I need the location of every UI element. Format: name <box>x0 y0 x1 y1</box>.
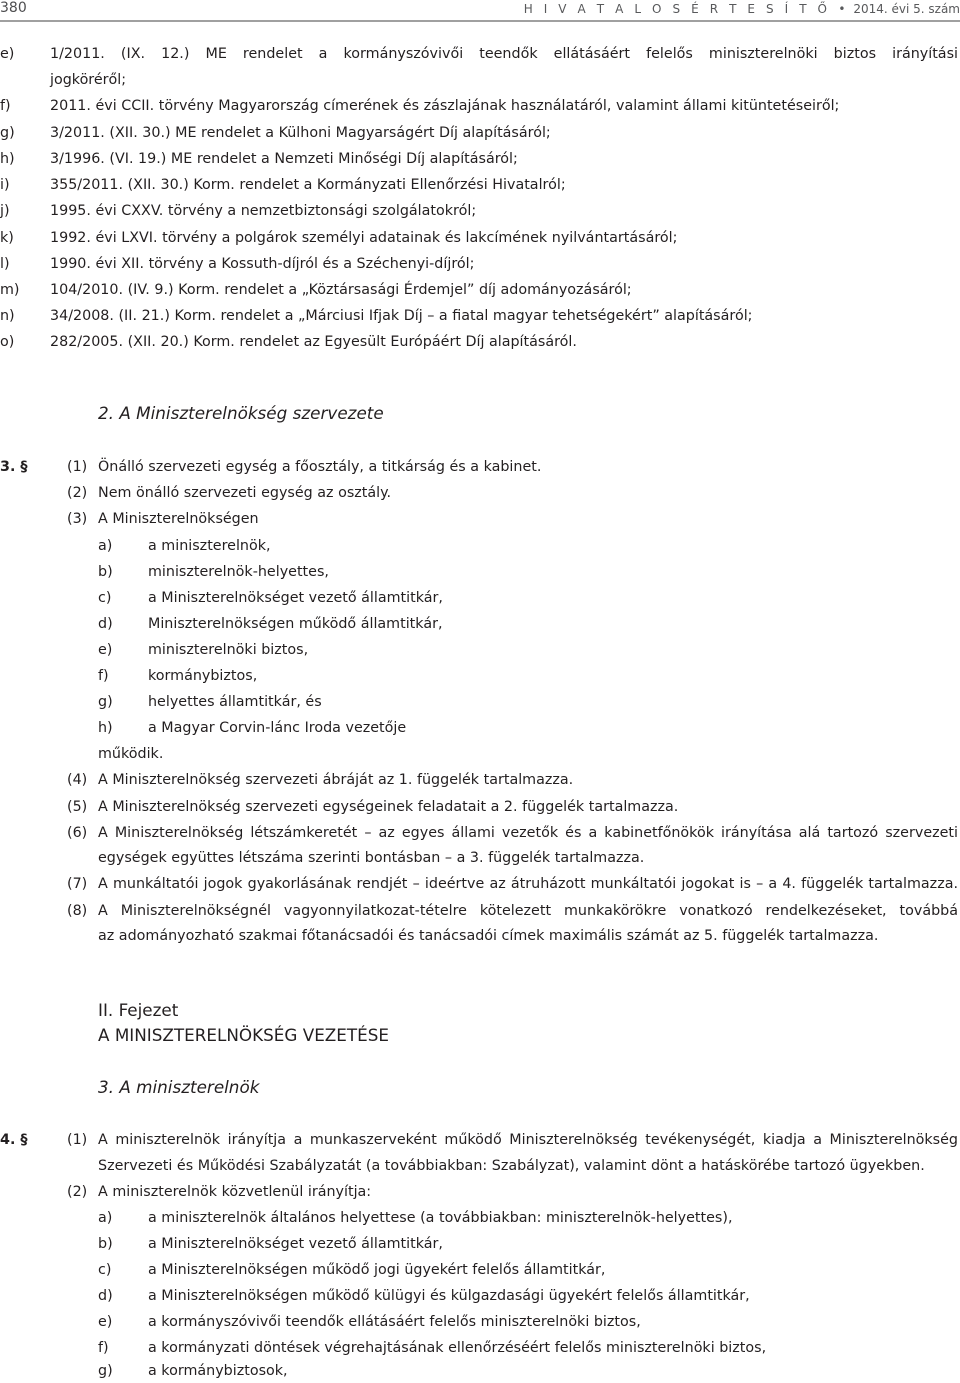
list-item-label: l) <box>0 256 10 272</box>
list-item-label: c) <box>98 590 112 606</box>
list-item-label: f) <box>0 98 11 114</box>
list-item-cont: jogköréről; <box>50 72 127 88</box>
list-item-label: h) <box>98 720 113 736</box>
list-item-label: h) <box>0 151 15 167</box>
paragraph-text: A Miniszterelnökségnél vagyonnyilatkozat-tételre kötelezett munkakörökre vonatkozó rendelkezéseket, továbbá <box>98 903 958 919</box>
paragraph-text: A munkáltatói jogok gyakorlásának rendjét – ideértve az átruházott munkáltatói jogokat is – a 4. függelék tartalmazza. <box>98 876 958 892</box>
paragraph-text: A Miniszterelnökség szervezeti ábráját az 1. függelék tartalmazza. <box>98 772 574 788</box>
paragraph-text: A miniszterelnök irányítja a munkaszerveként működő Miniszterelnökség tevékenységét, kiadja a Miniszterelnökség <box>98 1132 958 1148</box>
list-item-label: e) <box>98 1314 113 1330</box>
list-item-text: 34/2008. (II. 21.) Korm. rendelet a „Márciusi Ifjak Díj – a fiatal magyar tehetségekért” alapításáról; <box>50 308 753 324</box>
list-item-label: e) <box>0 46 15 62</box>
list-item-label: a) <box>98 1210 113 1226</box>
journal-title: H I V A T A L O S É R T E S Í T Ő <box>523 2 831 16</box>
list-item-text: kormánybiztos, <box>148 668 258 684</box>
list-item-label: g) <box>0 125 15 141</box>
page-header <box>0 0 960 22</box>
list-item-text: a Magyar Corvin-lánc Iroda vezetője <box>148 720 407 736</box>
list-item-text: a miniszterelnök, <box>148 538 271 554</box>
list-item-label: i) <box>0 177 10 193</box>
header-rule <box>0 20 960 22</box>
list-item-text: 2011. évi CCII. törvény Magyarország címerének és zászlajának használatáról, valamint állami kitüntetéseiről; <box>50 98 840 114</box>
list-item-text: 282/2005. (XII. 20.) Korm. rendelet az Egyesült Európáért Díj alapításáról. <box>50 334 577 350</box>
list-item-text: Miniszterelnökségen működő államtitkár, <box>148 616 443 632</box>
list-item-label: o) <box>0 334 15 350</box>
paragraph-cont: egységek együttes létszáma szerinti bontásban – a 3. függelék tartalmazza. <box>98 850 645 866</box>
list-item-text: 1995. évi CXXV. törvény a nemzetbiztonsági szolgálatokról; <box>50 203 477 219</box>
list-item-label: a) <box>98 538 113 554</box>
list-item-label: k) <box>0 230 14 246</box>
list-item-label: n) <box>0 308 15 324</box>
paragraph-text: A Miniszterelnökség szervezeti egységeinek feladatait a 2. függelék tartalmazza. <box>98 799 679 815</box>
issue-label: 2014. évi 5. szám <box>853 2 960 16</box>
header-separator: • <box>838 2 846 16</box>
paragraph-text: A Miniszterelnökségen <box>98 511 259 527</box>
list-item-text: a Miniszterelnökséget vezető államtitkár, <box>148 1236 443 1252</box>
paragraph-label: (2) <box>67 1184 88 1200</box>
list-item-text: 355/2011. (XII. 30.) Korm. rendelet a Kormányzati Ellenőrzési Hivatalról; <box>50 177 566 193</box>
list-item-text: a kormányzati döntések végrehajtásának ellenőrzéséért felelős miniszterelnöki biztos, <box>148 1340 767 1356</box>
paragraph-cont: Szervezeti és Működési Szabályzatát (a továbbiakban: Szabályzat), valamint dönt a hatáskörébe tartozó ügyekben. <box>98 1158 925 1174</box>
list-item-text: a miniszterelnök általános helyettese (a továbbiakban: miniszterelnök-helyettes), <box>148 1210 733 1226</box>
paragraph-label: (1) <box>67 459 88 475</box>
section-number: 4. § <box>0 1132 28 1148</box>
list-item-label: j) <box>0 203 10 219</box>
paragraph-label: (6) <box>67 825 88 841</box>
list-item-label: g) <box>98 1363 113 1379</box>
list-item-label: b) <box>98 564 113 580</box>
running-head <box>524 2 960 16</box>
paragraph-label: (4) <box>67 772 88 788</box>
list-item-text: 104/2010. (IV. 9.) Korm. rendelet a „Köztársasági Érdemjel” díj adományozásáról; <box>50 282 632 298</box>
list-item-text: 1990. évi XII. törvény a Kossuth-díjról és a Széchenyi-díjról; <box>50 256 475 272</box>
list-item-text: a kormányszóvivői teendők ellátásáért felelős miniszterelnöki biztos, <box>148 1314 641 1330</box>
paragraph-text: Önálló szervezeti egység a főosztály, a titkárság és a kabinet. <box>98 459 542 475</box>
list-item-label: m) <box>0 282 20 298</box>
chapter-number: II. Fejezet <box>98 1000 179 1020</box>
section-heading: 2. A Miniszterelnökség szervezete <box>98 403 384 423</box>
list-item-label: f) <box>98 1340 109 1356</box>
list-item-label: b) <box>98 1236 113 1252</box>
chapter-title: A MINISZTERELNÖKSÉG VEZETÉSE <box>98 1025 390 1045</box>
paragraph-text: A Miniszterelnökség létszámkeretét – az egyes állami vezetők és a kabinetfőnökök irányítása alá tartozó szervezeti <box>98 825 958 841</box>
list-item-text: a Miniszterelnökségen működő jogi ügyekért felelős államtitkár, <box>148 1262 606 1278</box>
paragraph-label: (7) <box>67 876 88 892</box>
paragraph-label: (5) <box>67 799 88 815</box>
list-item-text: a Miniszterelnökséget vezető államtitkár, <box>148 590 443 606</box>
list-item-text: a Miniszterelnökségen működő külügyi és külgazdasági ügyekért felelős államtitkár, <box>148 1288 750 1304</box>
paragraph-closing: működik. <box>98 746 164 762</box>
list-item-text: 3/1996. (VI. 19.) ME rendelet a Nemzeti Minőségi Díj alapításáról; <box>50 151 518 167</box>
list-item-label: d) <box>98 616 113 632</box>
paragraph-label: (3) <box>67 511 88 527</box>
list-item-text: miniszterelnöki biztos, <box>148 642 309 658</box>
list-item-text: helyettes államtitkár, és <box>148 694 322 710</box>
list-item-text: 3/2011. (XII. 30.) ME rendelet a Külhoni Magyarságért Díj alapításáról; <box>50 125 551 141</box>
list-item-label: e) <box>98 642 113 658</box>
paragraph-label: (8) <box>67 903 88 919</box>
list-item-label: d) <box>98 1288 113 1304</box>
list-item-text: 1/2011. (IX. 12.) ME rendelet a kormányszóvivői teendők ellátásáért felelős miniszterelnöki biztos irányítási <box>50 46 958 62</box>
list-item-label: g) <box>98 694 113 710</box>
paragraph-text: A miniszterelnök közvetlenül irányítja: <box>98 1184 372 1200</box>
list-item-text: miniszterelnök-helyettes, <box>148 564 329 580</box>
paragraph-label: (1) <box>67 1132 88 1148</box>
paragraph-text: Nem önálló szervezeti egység az osztály. <box>98 485 392 501</box>
paragraph-cont: az adományozható szakmai főtanácsadói és tanácsadói címek maximális számát az 5. függelék tartalmazza. <box>98 928 879 944</box>
page-number: 380 <box>0 0 27 16</box>
section-number: 3. § <box>0 459 28 475</box>
section-heading: 3. A miniszterelnök <box>98 1077 260 1097</box>
list-item-label: c) <box>98 1262 112 1278</box>
list-item-text: a kormánybiztosok, <box>148 1363 288 1379</box>
list-item-label: f) <box>98 668 109 684</box>
list-item-text: 1992. évi LXVI. törvény a polgárok személyi adatainak és lakcímének nyilvántartásáról; <box>50 230 678 246</box>
paragraph-label: (2) <box>67 485 88 501</box>
